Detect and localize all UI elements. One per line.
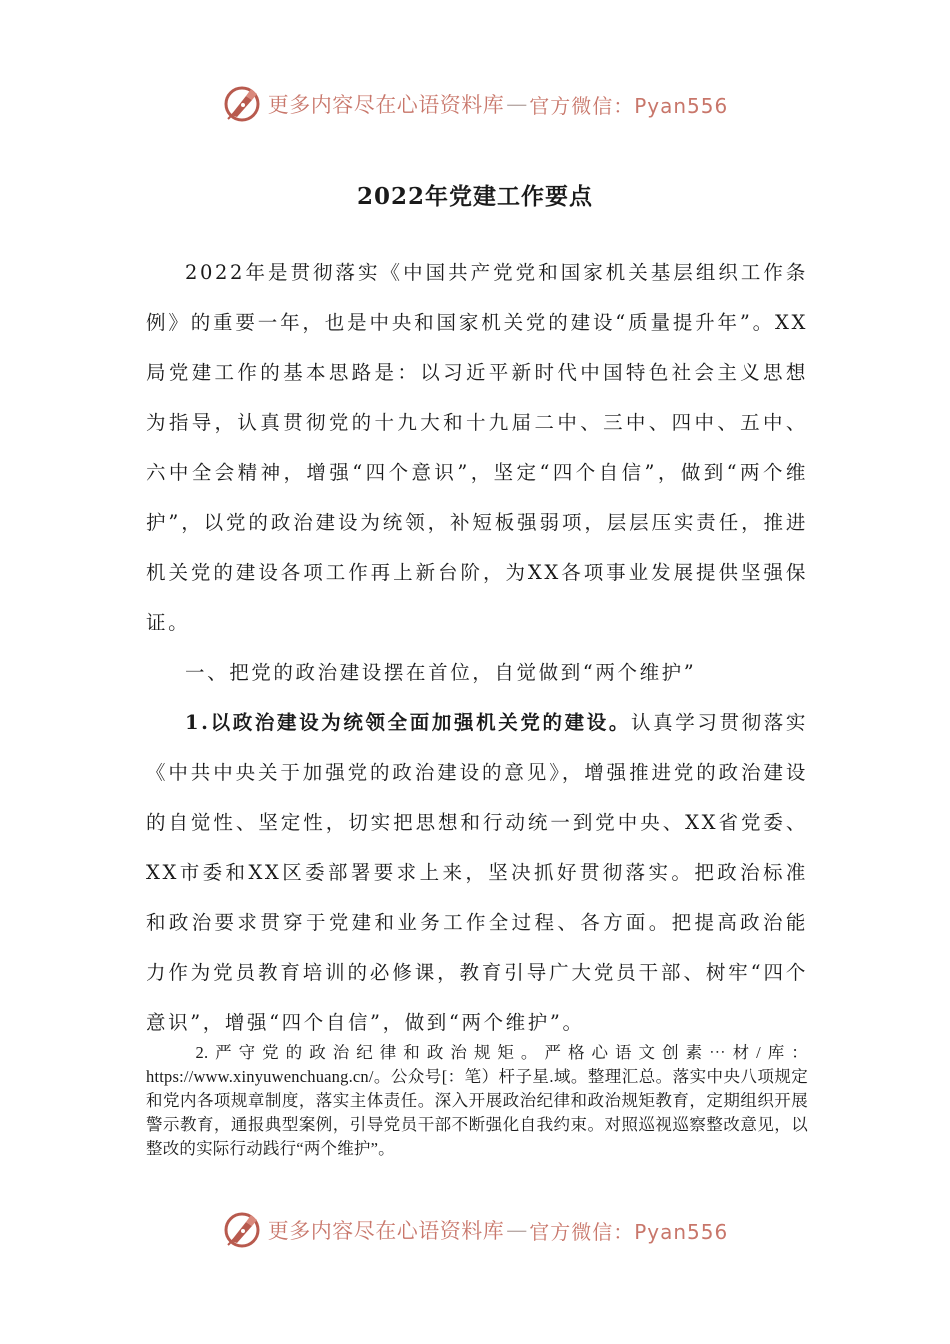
banner-text: 更多内容尽在心语资料库 xyxy=(267,1219,505,1243)
section-heading: 一、把党的政治建设摆在首位，自觉做到“两个维护” xyxy=(185,661,697,684)
pen-nib-logo-icon xyxy=(222,1210,262,1250)
intro-paragraph: 2022年是贯彻落实《中国共产党党和国家机关基层组织工作条例》的重要一年，也是中央和国家机关党的建设“质量提升年”。XX局党建工作的基本思路是：以习近平新时代中国特色社会主义思想为指导，认真贯彻党的十九大和十九届二中、三中、四中、五中、六中全会精神，增强“四个意识”，坚定“四个自信”，做到“两个维护”，以党的政治建设为统领，补短板强弱项，层层压实责任，推进机关党的建设各项工作再上新台阶，为XX各项事业发展提供坚强保证。 xyxy=(146,261,808,634)
banner-dash: — xyxy=(506,1218,528,1242)
banner-dash: — xyxy=(506,92,528,116)
banner-text: 更多内容尽在心语资料库 xyxy=(267,93,505,117)
page-title: 2022年党建工作要点 xyxy=(356,183,593,210)
pen-nib-logo-icon xyxy=(222,84,262,124)
item-2-block xyxy=(146,1041,808,1161)
item-1-text: 认真学习贯彻落实《中共中央关于加强党的政治建设的意见》，增强推进党的政治建设的自觉性、坚定性，切实把思想和行动统一到党中央、XX省党委、XX市委和XX区委部署要求上来，坚决抓好贯彻落实。把政治标准和政治要求贯穿于党建和业务工作全过程、各方面。把提高政治能力作为党员教育培训的必修课，教育引导广大党员干部、树牢“四个意识”，增强“四个自信”，做到“两个维护”。 xyxy=(146,711,808,1034)
header-banner xyxy=(0,82,950,126)
document-body xyxy=(146,248,808,1048)
banner-wechat: 官方微信：Pyan556 xyxy=(529,1219,729,1244)
item-1-heading: 1.以政治建设为统领全面加强机关党的建设。 xyxy=(185,711,631,734)
footer-banner xyxy=(0,1208,950,1252)
item-2-paragraph: 2.严守党的政治纪律和政治规矩。严格心语文创素⋯材/库：https://www.xinyuwenchuang.cn/。公众号[：笔）杆子星.域。整理汇总。落实中央八项规定和党内各项规章制度，落实主体责任。深入开展政治纪律和政治规矩教育，定期组织开展警示教育，通报典型案例，引导党员干部不断强化自我约束。对照巡视巡察整改意见，以整改的实际行动践行“两个维护”。 xyxy=(146,1043,808,1158)
banner-wechat: 官方微信：Pyan556 xyxy=(529,93,729,118)
item-1-paragraph xyxy=(146,698,808,1048)
